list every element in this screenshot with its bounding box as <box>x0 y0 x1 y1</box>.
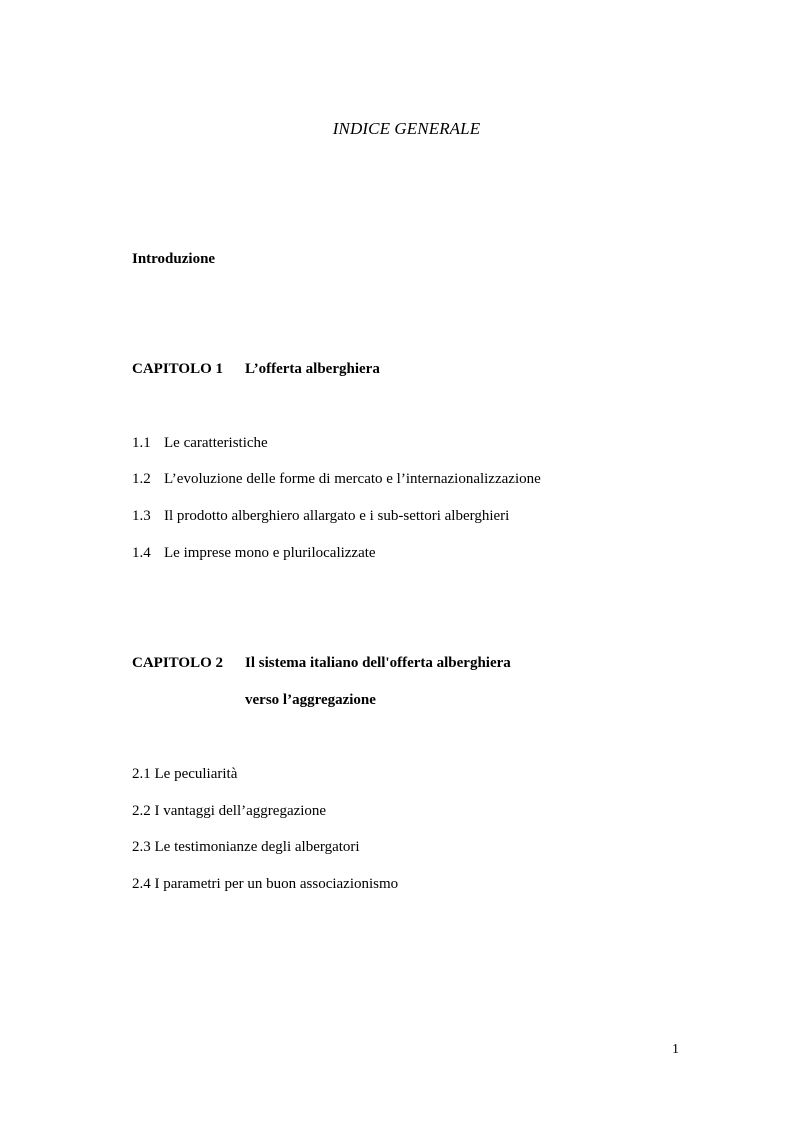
toc-entry-text: L’evoluzione delle forme di mercato e l’internazionalizzazione <box>164 471 541 487</box>
toc-entry-2-4 <box>132 876 398 893</box>
toc-entry-number: 2.4 <box>132 876 151 892</box>
toc-entry-2-3 <box>132 839 360 856</box>
toc-entry-number: 2.3 <box>132 839 151 855</box>
toc-entry-text: I vantaggi dell’aggregazione <box>154 803 327 819</box>
toc-entry-1-1 <box>132 435 268 452</box>
toc-entry-number: 1.4 <box>132 545 151 561</box>
chapter-2-heading <box>132 655 511 672</box>
toc-entry-number: 1.3 <box>132 508 151 524</box>
chapter-2-title: Il sistema italiano dell'offerta alberghiera <box>245 655 511 671</box>
page-title: INDICE GENERALE <box>332 119 481 138</box>
toc-entry-text: Le imprese mono e plurilocalizzate <box>164 545 376 561</box>
toc-entry-text: I parametri per un buon associazionismo <box>154 876 399 892</box>
toc-entry-number: 1.2 <box>132 471 151 487</box>
toc-entry-2-1 <box>132 766 237 783</box>
chapter-2-label: CAPITOLO 2 <box>132 655 223 671</box>
toc-entry-1-2 <box>132 471 541 488</box>
chapter-1-label: CAPITOLO 1 <box>132 361 223 377</box>
toc-entry-number: 1.1 <box>132 435 151 451</box>
toc-entry-text: Le peculiarità <box>154 766 238 782</box>
toc-entry-1-4 <box>132 545 376 562</box>
chapter-1-title: L’offerta alberghiera <box>245 361 380 377</box>
chapter-2-title-continuation: verso l’aggregazione <box>245 692 376 708</box>
introduzione-heading: Introduzione <box>132 251 216 267</box>
chapter-1-heading <box>132 361 380 378</box>
page-number: 1 <box>672 1042 679 1057</box>
toc-entry-text: Le caratteristiche <box>164 435 268 451</box>
toc-entry-2-2 <box>132 803 326 820</box>
toc-entry-text: Le testimonianze degli albergatori <box>154 839 360 855</box>
toc-entry-number: 2.2 <box>132 803 151 819</box>
toc-entry-1-3 <box>132 508 509 525</box>
toc-entry-text: Il prodotto alberghiero allargato e i sub-settori alberghieri <box>164 508 510 524</box>
toc-entry-number: 2.1 <box>132 766 151 782</box>
